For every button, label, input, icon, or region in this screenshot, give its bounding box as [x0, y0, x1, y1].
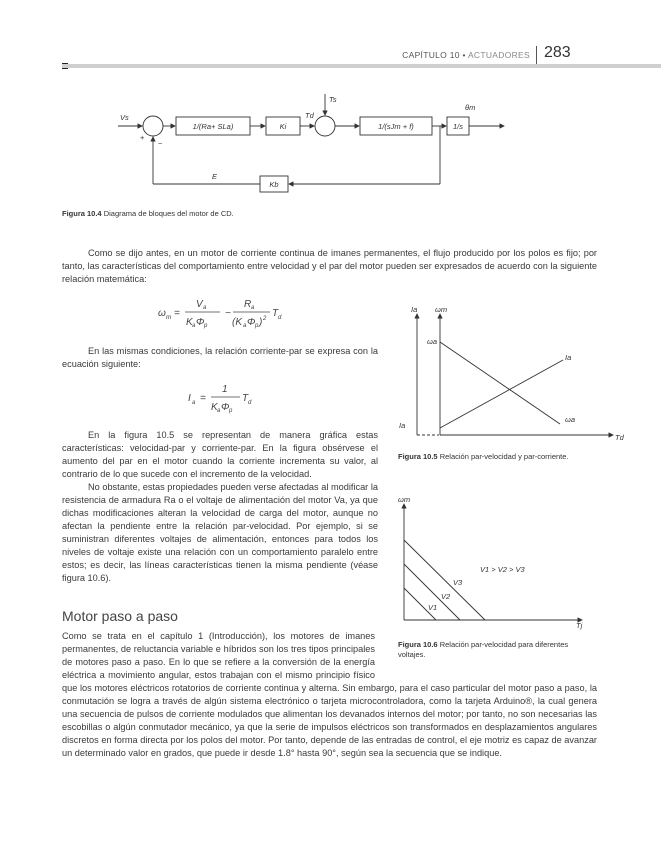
ts-label: Ts — [329, 95, 337, 104]
fig5-ia-tick-label: Ia — [399, 421, 406, 430]
fig5-y-label-current: Ia — [411, 305, 418, 314]
svg-text:Φ: Φ — [247, 317, 256, 328]
header-bullet: • — [462, 50, 466, 60]
armature-block-label: 1/(Ra+ SLa) — [192, 122, 234, 131]
svg-text:V: V — [196, 299, 203, 310]
e-label: E — [212, 172, 218, 181]
fig6-label-v1: V1 — [428, 603, 438, 612]
fig6-legend: V1 > V2 > V3 — [480, 565, 525, 574]
figure-10-4-caption — [62, 209, 462, 219]
figure-10-6-caption-label: Figura 10.6 — [398, 640, 438, 649]
svg-text:K: K — [211, 402, 218, 413]
figure-10-5-caption-text: Relación par-velocidad y par-corriente. — [439, 452, 569, 461]
chapter-label: CAPÍTULO 10 — [402, 50, 460, 60]
integrator-block-label: 1/s — [452, 122, 464, 131]
mech-block-label: 1/(sJm + f) — [378, 122, 414, 131]
svg-text:=: = — [200, 393, 206, 404]
fig5-x-label: Td — [615, 433, 624, 442]
equation-speed-torque — [150, 294, 300, 334]
paragraph-3: En la figura 10.5 se representan de manera gráfica estas características: velocidad-par y corriente-par. En la figura obsérvese el aumento del par en el motor cuando la corriente incrementa su valor, al contrario de lo que sucede con el incremento de la velocidad. — [62, 430, 378, 479]
svg-text:a: a — [251, 305, 255, 311]
svg-text:d: d — [278, 315, 282, 321]
ki-block-label: Ki — [279, 122, 287, 131]
svg-text:): ) — [259, 317, 263, 328]
chapter-title: ACTUADORES — [467, 50, 530, 60]
svg-text:K: K — [186, 317, 193, 328]
header-rule — [62, 64, 661, 68]
svg-text:p: p — [204, 323, 208, 329]
fig6-line-v1 — [404, 540, 485, 620]
svg-text:Φ: Φ — [221, 402, 230, 413]
svg-text:I: I — [188, 393, 191, 404]
svg-text:T: T — [272, 308, 279, 319]
paragraph-5: Como se trata en el capítulo 1 (Introducción), los motores de imanes permanentes, de reluctancia variable e híbridos son los tres tipos principales de motores paso a paso. En lo que se refiere a la conversión de la energía eléctrica a movimiento angular, estos trabajan con el mismo principio físico que los motores eléctricos rotatorios de corriente continua y alterna. Sin embargo, para el caso particular del motor paso a paso, la conmutación se logra a través de algún sistema electrónico o tarjeta microcontroladora, como la tarjeta Arduino®, la cual genera una secuencia de pulsos de corriente modulados que alimentan los devanados internos del motor; por tanto, no son necesarias las escobillas o algún conmutador mecánico, ya que la serie de impulsos eléctricos son transformados en desplazamientos angulares discretos en forma directa por los polos del motor. Por tanto, depende de las entradas de control, el eje motriz es capaz de avanzar un determinado valor en grados, que puede ir desde 1.8° hasta 90°, según sea la secuencia que se indique. — [62, 631, 597, 758]
fig5-omega-a-label: ωa — [427, 337, 438, 346]
figure-10-6-chart — [390, 492, 600, 632]
theta-label: θm — [465, 103, 476, 112]
svg-text:=: = — [174, 308, 180, 319]
svg-text:ω: ω — [158, 308, 166, 319]
fig6-x-label: Tj — [576, 621, 583, 630]
minus-sign: − — [158, 139, 163, 148]
page-number: 283 — [544, 44, 571, 61]
svg-text:a: a — [192, 400, 196, 406]
fig5-speed-line — [440, 342, 560, 424]
fig5-omega-line-label: ωa — [565, 415, 576, 424]
svg-text:−: − — [225, 308, 231, 319]
paragraph-1: Como se dijo antes, en un motor de corriente continua de imanes permanentes, el flujo producido por los polos es fijo; por tanto, las características del comportamiento entre velocidad y el par del motor pueden ser expresados de acuerdo con la siguiente relación matemática: — [62, 248, 597, 284]
svg-text:T: T — [242, 393, 249, 404]
figure-wrap-spacer — [375, 630, 597, 682]
figure-10-4-caption-label: Figura 10.4 — [62, 209, 102, 218]
svg-text:(K: (K — [232, 317, 242, 328]
figure-10-4-caption-text: Diagrama de bloques del motor de CD. — [103, 209, 234, 218]
svg-text:a: a — [203, 305, 207, 311]
fig5-ia-line-label: Ia — [565, 353, 572, 362]
paragraph-5-container — [62, 630, 597, 760]
svg-text:a: a — [192, 323, 196, 329]
fig6-label-v2: V2 — [441, 592, 451, 601]
section-title: Motor paso a paso — [62, 608, 178, 624]
svg-text:d: d — [248, 400, 252, 406]
figure-10-6-caption-text: Relación par-velocidad para diferentes voltajes. — [398, 640, 569, 659]
svg-text:p: p — [229, 408, 233, 414]
vs-label: Vs — [120, 113, 129, 122]
fig5-current-line — [440, 360, 563, 428]
plus-sign: + — [140, 133, 145, 142]
svg-text:p: p — [255, 323, 259, 329]
figure-10-4 — [100, 90, 520, 205]
fig5-y-label-speed: ωm — [435, 305, 448, 314]
fig6-y-label: ωm — [398, 495, 411, 504]
svg-text:R: R — [244, 299, 252, 310]
running-header — [380, 50, 530, 60]
equation-current-torque — [180, 380, 280, 418]
paragraph-4: No obstante, estas propiedades pueden verse afectadas al modificar la resistencia de armadura Ra o el voltaje de alimentación del motor Va, ya que dichas modificaciones alteran la velocidad de carga del motor, aunque no afectan la pendiente entre la relación par-velocidad. Por ejemplo, si se suministran diferentes voltajes de alimentación, entonces para todos los niveles de voltaje existe una relación con un comportamiento paralelo entre estos; es decir, las líneas características tienen la misma pendiente (véase figura 10.6). — [62, 482, 378, 583]
paragraph-2: En las mismas condiciones, la relación corriente-par se expresa con la ecuación siguiente: — [62, 346, 378, 369]
figure-10-5-caption-label: Figura 10.5 — [398, 452, 438, 461]
svg-text:a: a — [217, 408, 221, 414]
fig6-label-v3: V3 — [453, 578, 463, 587]
figure-10-5-chart — [395, 300, 630, 450]
figure-10-5-caption — [398, 452, 638, 462]
svg-text:2: 2 — [263, 316, 267, 322]
svg-text:Φ: Φ — [196, 317, 205, 328]
kb-block-label: Kb — [269, 180, 279, 189]
svg-text:a: a — [243, 323, 247, 329]
header-separator — [536, 46, 537, 64]
svg-text:1: 1 — [222, 384, 228, 395]
td-label: Td — [305, 111, 314, 120]
svg-text:m: m — [166, 314, 172, 321]
